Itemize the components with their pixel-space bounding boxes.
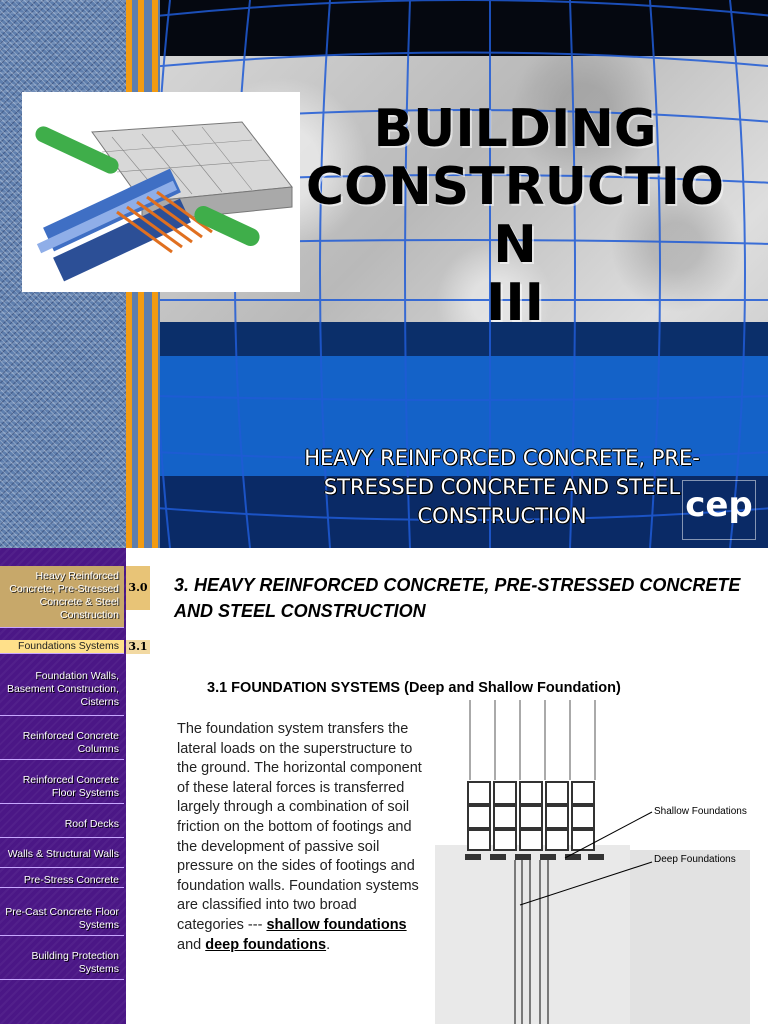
- body-paragraph: [177, 720, 427, 955]
- body-and: and: [177, 936, 206, 953]
- nav-item-pre-stress[interactable]: Pre-Stress Concrete: [0, 874, 124, 888]
- title-line-2: CONSTRUCTIO: [305, 157, 725, 217]
- cep-logo: cep: [682, 480, 756, 540]
- nav-item-rc-columns[interactable]: Reinforced Concrete Columns: [0, 726, 124, 760]
- deep-foundations-link[interactable]: deep foundations: [205, 936, 327, 953]
- body-text: The foundation system transfers the lateral loads on the superstructure to the ground. The horizontal component of these lateral forces is transferred largely through a combination of soil friction on the bottom of footings and the development of passive soil pressure on the sides of footings and foundation walls. Foundation systems are classified into two broad categories ---: [177, 721, 422, 933]
- side-navigation: [0, 548, 160, 1024]
- slide-subtitle: HEAVY REINFORCED CONCRETE, PRE-STRESSED CONCRETE AND STEEL CONSTRUCTION: [304, 446, 700, 528]
- title-line-3: N: [493, 215, 537, 275]
- structure-illustration: [22, 92, 300, 292]
- deep-foundations-label: Deep Foundations: [654, 854, 736, 865]
- title-line-4: III: [485, 273, 545, 333]
- nav-item-foundation-systems[interactable]: Foundations Systems: [0, 640, 124, 654]
- body-period: .: [326, 936, 331, 953]
- slide-title: [280, 100, 750, 332]
- shallow-foundations-label: Shallow Foundations: [654, 806, 747, 817]
- section-subheading: 3.1 FOUNDATION SYSTEMS (Deep and Shallow Foundation): [207, 680, 621, 696]
- title-line-1: BUILDING: [373, 99, 657, 159]
- nav-item-heavy-reinforced[interactable]: Heavy Reinforced Concrete, Pre-Stressed Concrete & Steel Construction: [0, 566, 124, 628]
- foundation-diagram: [430, 700, 750, 1024]
- section-heading: 3. HEAVY REINFORCED CONCRETE, PRE-STRESSED CONCRETE AND STEEL CONSTRUCTION: [174, 575, 741, 621]
- nav-item-roof-decks[interactable]: Roof Decks: [0, 812, 124, 838]
- nav-number-3-1: 3.1: [126, 640, 150, 654]
- nav-item-foundation-walls[interactable]: Foundation Walls, Basement Construction, Cisterns: [0, 668, 124, 716]
- shallow-foundations-link[interactable]: shallow foundations: [266, 916, 407, 933]
- nav-item-building-protection[interactable]: Building Protection Systems: [0, 946, 124, 980]
- nav-item-rc-floor-systems[interactable]: Reinforced Concrete Floor Systems: [0, 770, 124, 804]
- nav-number-3-0: 3.0: [126, 566, 150, 610]
- nav-item-precast-floor[interactable]: Pre-Cast Concrete Floor Systems: [0, 902, 124, 936]
- nav-item-walls-structural[interactable]: Walls & Structural Walls: [0, 844, 124, 868]
